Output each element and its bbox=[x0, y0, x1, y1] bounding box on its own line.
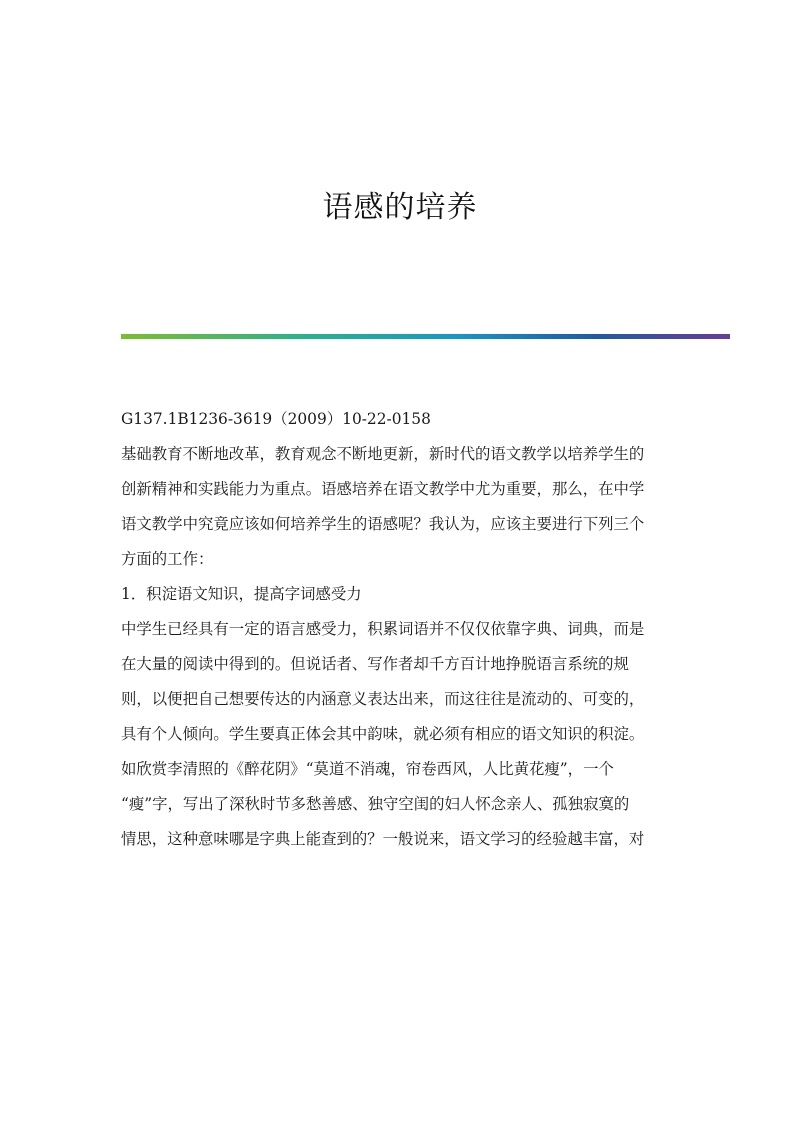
document-body bbox=[121, 402, 669, 857]
paragraph-line: 中学生已经具有一定的语言感受力，积累词语并不仅仅依靠字典、词典，而是 bbox=[121, 620, 645, 638]
paragraph-line: 创新精神和实践能力为重点。语感培养在语文教学中尤为重要，那么，在中学 bbox=[121, 480, 645, 498]
page-title: 语感的培养 bbox=[322, 190, 478, 225]
paragraph-line: 如欣赏李清照的《醉花阴》“莫道不消魂，帘卷西风，人比黄花瘦”，一个 bbox=[121, 760, 614, 778]
paragraph-line: “瘦”字，写出了深秋时节多愁善感、独守空闺的妇人怀念亲人、孤独寂寞的 bbox=[121, 795, 630, 813]
paragraph-line: 在大量的阅读中得到的。但说话者、写作者却千方百计地挣脱语言系统的规 bbox=[121, 655, 629, 673]
paragraph-line: 具有个人倾向。学生要真正体会其中韵味，就必须有相应的语文知识的积淀。 bbox=[121, 725, 645, 743]
paragraph-line: 语文教学中究竟应该如何培养学生的语感呢？我认为，应该主要进行下列三个 bbox=[121, 515, 645, 533]
paragraph-line: 情思，这种意味哪是字典上能查到的？一般说来，语文学习的经验越丰富，对 bbox=[121, 830, 645, 848]
paragraph-line: 方面的工作： bbox=[121, 550, 214, 568]
paragraph-line: 基础教育不断地改革，教育观念不断地更新，新时代的语文教学以培养学生的 bbox=[121, 445, 645, 463]
paragraph-line: 则，以便把自己想要传达的内涵意义表达出来，而这往往是流动的、可变的， bbox=[121, 690, 645, 708]
section-heading: 1．积淀语文知识，提高字词感受力 bbox=[121, 585, 362, 603]
gradient-divider bbox=[121, 334, 730, 339]
classification-code: G137.1B1236-3619（2009）10-22-0158 bbox=[121, 410, 431, 428]
